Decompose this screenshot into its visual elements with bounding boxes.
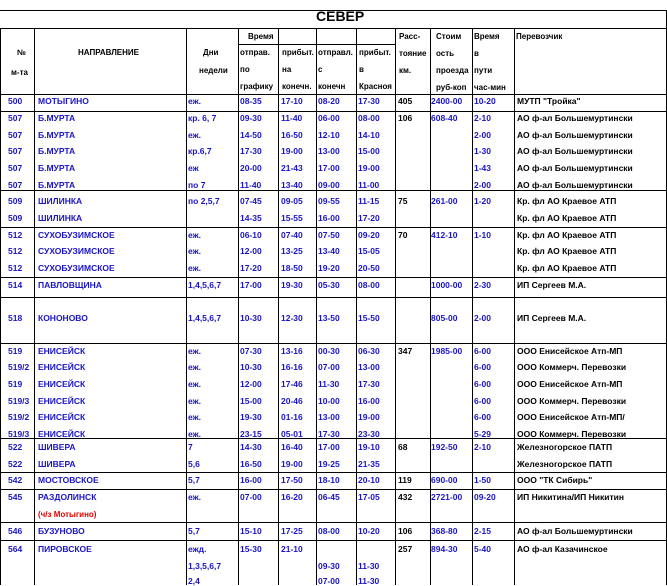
row-dep2: 13-00: [318, 412, 340, 422]
row-days: еж: [188, 163, 199, 173]
row-dep: 12-00: [240, 379, 262, 389]
header-cost: Стоим: [436, 32, 462, 41]
row-dep2: 07-50: [318, 230, 340, 240]
row-dep: 12-00: [240, 246, 262, 256]
row-dep2: 18-10: [318, 475, 340, 485]
row-time: 10-20: [474, 96, 496, 106]
row-dep2: 12-10: [318, 130, 340, 140]
header-days: недели: [199, 66, 228, 75]
row-arr: 17-46: [281, 379, 303, 389]
row-time: 09-20: [474, 492, 496, 502]
header-distance: км.: [399, 66, 412, 75]
row-days: еж.: [188, 263, 202, 273]
grid-hline: [0, 227, 667, 228]
row-arr: 05-01: [281, 429, 303, 439]
header-arr-end: прибыт.: [282, 48, 314, 57]
row-dep2: 10-00: [318, 396, 340, 406]
row-arr: 13-40: [281, 180, 303, 190]
row-arr2: 19-00: [358, 412, 380, 422]
row-carrier: АО ф-ал Большемуртински: [517, 113, 633, 123]
row-dep2: 07-00: [318, 576, 340, 586]
row-dep2: 17-30: [318, 429, 340, 439]
row-carrier: ООО "ТК Сибирь": [517, 475, 593, 485]
row-arr2: 14-10: [358, 130, 380, 140]
row-dep: 23-15: [240, 429, 262, 439]
row-dep: 10-30: [240, 313, 262, 323]
row-arr: 16-40: [281, 442, 303, 452]
grid-hline: [0, 28, 667, 29]
row-dir: СУХОБУЗИМСКОЕ: [38, 246, 115, 256]
row-arr: 09-05: [281, 196, 303, 206]
row-num: 507: [8, 113, 23, 123]
row-arr: 18-50: [281, 263, 303, 273]
row-arr2: 11-30: [358, 561, 380, 571]
row-dep: 10-30: [240, 362, 262, 372]
row-dep2: 11-30: [318, 379, 340, 389]
row-num: 507: [8, 180, 23, 190]
row-time: 6-00: [474, 346, 492, 356]
row-dir: Б.МУРТА: [38, 113, 76, 123]
header-dep-sched: графику: [240, 82, 274, 91]
row-dep: 07-00: [240, 492, 262, 502]
row-days: еж.: [188, 429, 202, 439]
row-cost: 894-30: [431, 544, 458, 554]
row-arr2: 17-30: [358, 96, 380, 106]
row-days: еж.: [188, 492, 202, 502]
row-arr2: 20-50: [358, 263, 380, 273]
row-time: 5-29: [474, 429, 492, 439]
row-num: 509: [8, 213, 23, 223]
row-arr2: 11-00: [358, 180, 380, 190]
row-dep2: 13-50: [318, 313, 340, 323]
row-dir: ШИВЕРА: [38, 442, 76, 452]
header-arr-end: конечн.: [282, 82, 312, 91]
row-carrier: ИП Сергеев М.А.: [517, 280, 587, 290]
row-dep2: 00-30: [318, 346, 340, 356]
row-arr2: 21-35: [358, 459, 380, 469]
row-cost: 192-50: [431, 442, 458, 452]
row-num: 519: [8, 379, 23, 389]
row-cost: 1000-00: [431, 280, 463, 290]
header-travel: в: [474, 49, 479, 58]
row-carrier: Железногорское ПАТП: [517, 442, 613, 452]
row-time: 1-30: [474, 146, 492, 156]
row-days: 7: [188, 442, 193, 452]
row-num: 512: [8, 246, 23, 256]
row-carrier: АО ф-ал Большемуртински: [517, 180, 633, 190]
row-dep: 15-30: [240, 544, 262, 554]
row-arr: 13-16: [281, 346, 303, 356]
row-dir: Б.МУРТА: [38, 163, 76, 173]
row-dep: 08-35: [240, 96, 262, 106]
row-carrier: АО ф-ал Казачинское: [517, 544, 608, 554]
row-arr: 01-16: [281, 412, 303, 422]
header-direction: НАПРАВЛЕНИЕ: [78, 48, 139, 57]
row-arr2: 08-00: [358, 113, 380, 123]
row-dep2: 08-00: [318, 526, 340, 536]
row-days: 1,4,5,6,7: [188, 280, 222, 290]
row-arr2: 11-15: [358, 196, 380, 206]
row-arr2: 19-00: [358, 163, 380, 173]
row-dir: КОНОНОВО: [38, 313, 88, 323]
header-arr-kras: в: [359, 65, 364, 74]
row-carrier: Кр. фл АО Краевое АТП: [517, 246, 617, 256]
header-cost: руб-коп: [436, 83, 467, 92]
row-km: 106: [398, 526, 413, 536]
row-days: еж.: [188, 130, 202, 140]
row-carrier: ООО Коммерч. Перевозки: [517, 429, 627, 439]
row-arr2: 08-00: [358, 280, 380, 290]
row-carrier: ООО Енисейское Атп-МП/: [517, 412, 625, 422]
row-arr2: 11-30: [358, 576, 380, 586]
row-dep2: 08-20: [318, 96, 340, 106]
row-days: 5,7: [188, 475, 200, 485]
row-time: 1-10: [474, 230, 492, 240]
row-arr: 15-55: [281, 213, 303, 223]
row-carrier: МУТП "Тройка": [517, 96, 581, 106]
row-num: 522: [8, 442, 23, 452]
row-carrier: ООО Коммерч. Перевозки: [517, 396, 627, 406]
header-cost: ость: [436, 49, 455, 58]
row-time: 6-00: [474, 379, 492, 389]
row-days: еж.: [188, 412, 202, 422]
row-cost: 368-80: [431, 526, 458, 536]
header-travel: Время: [474, 32, 500, 41]
row-arr2: 15-00: [358, 146, 380, 156]
row-dir: ПИРОВСКОЕ: [38, 544, 92, 554]
row-days: 1,3,5,6,7: [188, 561, 222, 571]
row-dir: ЕНИСЕЙСК: [38, 362, 86, 372]
grid-hline: [0, 190, 667, 191]
row-time: 2-00: [474, 130, 492, 140]
row-arr2: 20-10: [358, 475, 380, 485]
row-arr: 16-16: [281, 362, 303, 372]
row-time: 1-43: [474, 163, 492, 173]
row-arr: 19-00: [281, 459, 303, 469]
row-dep: 17-30: [240, 146, 262, 156]
header-time-group: Время: [248, 32, 274, 41]
row-arr: 19-00: [281, 146, 303, 156]
row-num: 518: [8, 313, 23, 323]
row-num: 507: [8, 146, 23, 156]
row-arr2: 06-30: [358, 346, 380, 356]
row-time: 2-30: [474, 280, 492, 290]
row-dir: СУХОБУЗИМСКОЕ: [38, 263, 115, 273]
row-km: 257: [398, 544, 413, 554]
row-dep: 17-20: [240, 263, 262, 273]
row-dep2: 09-00: [318, 180, 340, 190]
row-arr2: 23-30: [358, 429, 380, 439]
row-carrier: Кр. фл АО Краевое АТП: [517, 230, 617, 240]
row-time: 2-15: [474, 526, 492, 536]
row-cost: 805-00: [431, 313, 458, 323]
row-dep2: 05-30: [318, 280, 340, 290]
row-time: 6-00: [474, 362, 492, 372]
row-dep2: 06-45: [318, 492, 340, 502]
row-dir: ЕНИСЕЙСК: [38, 429, 86, 439]
row-dep2: 17-00: [318, 442, 340, 452]
row-num: 542: [8, 475, 23, 485]
row-num: 519/3: [8, 396, 30, 406]
grid-hline: [238, 44, 395, 45]
row-cost: 261-00: [431, 196, 458, 206]
row-dep: 07-30: [240, 346, 262, 356]
row-dir: ЕНИСЕЙСК: [38, 346, 86, 356]
header-dep-end: с: [318, 65, 323, 74]
row-arr: 12-30: [281, 313, 303, 323]
row-dir: ШИЛИНКА: [38, 213, 83, 223]
row-dir: РАЗДОЛИНСК: [38, 492, 97, 502]
grid-hline: [0, 343, 667, 344]
row-dir: СУХОБУЗИМСКОЕ: [38, 230, 115, 240]
row-time: 5-40: [474, 544, 492, 554]
row-num: 519: [8, 346, 23, 356]
row-dir: Б.МУРТА: [38, 180, 76, 190]
row-dir: Б.МУРТА: [38, 146, 76, 156]
row-days: кр.6,7: [188, 146, 212, 156]
row-arr: 11-40: [281, 113, 303, 123]
row-num: 564: [8, 544, 23, 554]
row-dep: 09-30: [240, 113, 262, 123]
row-cost: 412-10: [431, 230, 458, 240]
row-days: еж.: [188, 396, 202, 406]
row-dep2: 19-25: [318, 459, 340, 469]
row-dep: 17-00: [240, 280, 262, 290]
row-arr: 17-25: [281, 526, 303, 536]
row-dir: ЕНИСЕЙСК: [38, 412, 86, 422]
row-km: 432: [398, 492, 413, 502]
row-days: еж.: [188, 246, 202, 256]
row-time: 6-00: [474, 412, 492, 422]
row-dep2: 09-30: [318, 561, 340, 571]
row-num: 500: [8, 96, 23, 106]
header-days: Дни: [203, 48, 219, 57]
header-travel: пути: [474, 66, 493, 75]
row-dep: 19-30: [240, 412, 262, 422]
row-arr: 17-50: [281, 475, 303, 485]
row-carrier: Кр. фл АО Краевое АТП: [517, 196, 617, 206]
row-carrier: АО ф-ал Большемуртински: [517, 526, 633, 536]
row-carrier: Кр. фл АО Краевое АТП: [517, 263, 617, 273]
row-cost: 608-40: [431, 113, 458, 123]
row-dir: ШИЛИНКА: [38, 196, 83, 206]
grid-hline: [0, 94, 667, 95]
header-travel: час-мин: [474, 83, 506, 92]
row-dep: 16-00: [240, 475, 262, 485]
row-num: 512: [8, 263, 23, 273]
row-arr2: 17-20: [358, 213, 380, 223]
row-dep2: 13-40: [318, 246, 340, 256]
row-days: еж.: [188, 230, 202, 240]
row-days: 1,4,5,6,7: [188, 313, 222, 323]
row-dir: МОСТОВСКОЕ: [38, 475, 99, 485]
row-arr2: 17-30: [358, 379, 380, 389]
header-carrier: Перевозчик: [516, 32, 563, 41]
row-arr2: 15-50: [358, 313, 380, 323]
row-days: еж.: [188, 96, 202, 106]
row-arr2: 09-20: [358, 230, 380, 240]
row-num: 507: [8, 130, 23, 140]
grid-hline: [0, 472, 667, 473]
row-days: 5,6: [188, 459, 200, 469]
header-dep-sched: по: [240, 65, 250, 74]
row-arr: 16-20: [281, 492, 303, 502]
row-days: кр. 6, 7: [188, 113, 217, 123]
row-num: 519/3: [8, 429, 30, 439]
route-note: (ч/з Мотыгино): [38, 510, 97, 519]
row-dir: ЕНИСЕЙСК: [38, 379, 86, 389]
row-dep: 14-50: [240, 130, 262, 140]
row-km: 347: [398, 346, 413, 356]
row-num: 512: [8, 230, 23, 240]
row-cost: 2721-00: [431, 492, 463, 502]
row-km: 106: [398, 113, 413, 123]
row-carrier: ИП Сергеев М.А.: [517, 313, 587, 323]
row-arr2: 13-00: [358, 362, 380, 372]
row-dep: 11-40: [240, 180, 262, 190]
row-km: 119: [398, 475, 412, 485]
row-num: 545: [8, 492, 23, 502]
row-dep: 20-00: [240, 163, 262, 173]
row-arr: 21-43: [281, 163, 303, 173]
row-num: 546: [8, 526, 23, 536]
row-arr2: 17-05: [358, 492, 380, 502]
row-km: 405: [398, 96, 413, 106]
row-time: 2-00: [474, 313, 492, 323]
row-dep2: 13-00: [318, 146, 340, 156]
row-num: 509: [8, 196, 23, 206]
row-dep2: 07-00: [318, 362, 340, 372]
row-km: 68: [398, 442, 408, 452]
header-num: м-та: [11, 68, 28, 77]
row-time: 6-00: [474, 396, 492, 406]
row-days: 2,4: [188, 576, 200, 586]
row-carrier: Железногорское ПАТП: [517, 459, 613, 469]
row-carrier: АО ф-ал Большемуртински: [517, 130, 633, 140]
row-time: 2-10: [474, 113, 492, 123]
row-time: 2-00: [474, 180, 492, 190]
grid-hline: [0, 522, 667, 523]
header-num: №: [17, 48, 26, 57]
row-arr2: 15-05: [358, 246, 380, 256]
row-days: 5,7: [188, 526, 200, 536]
row-dep2: 06-00: [318, 113, 340, 123]
row-km: 75: [398, 196, 408, 206]
row-carrier: АО ф-ал Большемуртински: [517, 146, 633, 156]
row-cost: 1985-00: [431, 346, 463, 356]
row-dir: БУЗУНОВО: [38, 526, 85, 536]
header-cost: проезда: [436, 66, 469, 75]
grid-hline: [0, 111, 667, 112]
row-dep: 06-10: [240, 230, 262, 240]
page-title: СЕВЕР: [316, 8, 365, 24]
row-carrier: Кр. фл АО Краевое АТП: [517, 213, 617, 223]
row-dir: МОТЫГИНО: [38, 96, 89, 106]
row-carrier: ООО Енисейское Атп-МП: [517, 379, 623, 389]
grid-hline: [0, 10, 667, 11]
row-time: 1-20: [474, 196, 492, 206]
row-carrier: ИП Никитина/ИП Никитин: [517, 492, 624, 502]
header-dep-end: отправл.: [318, 48, 353, 57]
row-num: 507: [8, 163, 23, 173]
grid-hline: [0, 540, 667, 541]
row-carrier: ООО Коммерч. Перевозки: [517, 362, 627, 372]
row-arr: 16-50: [281, 130, 303, 140]
row-dir: ШИВЕРА: [38, 459, 76, 469]
header-dep-sched: отправ.: [240, 48, 270, 57]
row-km: 70: [398, 230, 408, 240]
row-arr2: 19-10: [358, 442, 380, 452]
row-carrier: ООО Енисейское Атп-МП: [517, 346, 623, 356]
row-dep2: 17-00: [318, 163, 340, 173]
row-carrier: АО ф-ал Большемуртински: [517, 163, 633, 173]
row-dir: ЕНИСЕЙСК: [38, 396, 86, 406]
row-num: 519/2: [8, 412, 30, 422]
row-cost: 690-00: [431, 475, 458, 485]
row-arr2: 16-00: [358, 396, 380, 406]
row-arr: 21-10: [281, 544, 303, 554]
row-dep: 15-00: [240, 396, 262, 406]
header-dep-end: конечн: [318, 82, 346, 91]
header-distance: тояние: [399, 49, 427, 58]
row-num: 519/2: [8, 362, 30, 372]
row-arr: 17-10: [281, 96, 303, 106]
row-dep2: 09-55: [318, 196, 340, 206]
row-time: 2-10: [474, 442, 492, 452]
row-days: ежд.: [188, 544, 207, 554]
row-arr2: 10-20: [358, 526, 380, 536]
row-time: 1-50: [474, 475, 492, 485]
row-dep: 16-50: [240, 459, 262, 469]
row-days: еж.: [188, 362, 202, 372]
row-dir: Б.МУРТА: [38, 130, 76, 140]
row-num: 514: [8, 280, 23, 290]
row-dep: 15-10: [240, 526, 262, 536]
grid-hline: [0, 297, 667, 298]
row-arr: 19-30: [281, 280, 303, 290]
row-dep2: 16-00: [318, 213, 340, 223]
header-arr-kras: прибыт.: [359, 48, 391, 57]
row-days: еж.: [188, 379, 202, 389]
row-cost: 2400-00: [431, 96, 463, 106]
row-dep: 14-30: [240, 442, 262, 452]
row-dep: 07-45: [240, 196, 262, 206]
row-dep: 14-35: [240, 213, 262, 223]
row-days: по 7: [188, 180, 206, 190]
row-arr: 07-40: [281, 230, 303, 240]
header-distance: Расс-: [399, 32, 421, 41]
row-arr: 13-25: [281, 246, 303, 256]
row-num: 522: [8, 459, 23, 469]
grid-hline: [0, 277, 667, 278]
row-days: еж.: [188, 346, 202, 356]
row-dep2: 19-20: [318, 263, 340, 273]
row-dir: ПАВЛОВЩИНА: [38, 280, 102, 290]
row-arr: 20-46: [281, 396, 303, 406]
header-arr-kras: Красноя: [359, 82, 392, 91]
grid-hline: [0, 489, 667, 490]
header-arr-end: на: [282, 65, 292, 74]
row-days: по 2,5,7: [188, 196, 220, 206]
